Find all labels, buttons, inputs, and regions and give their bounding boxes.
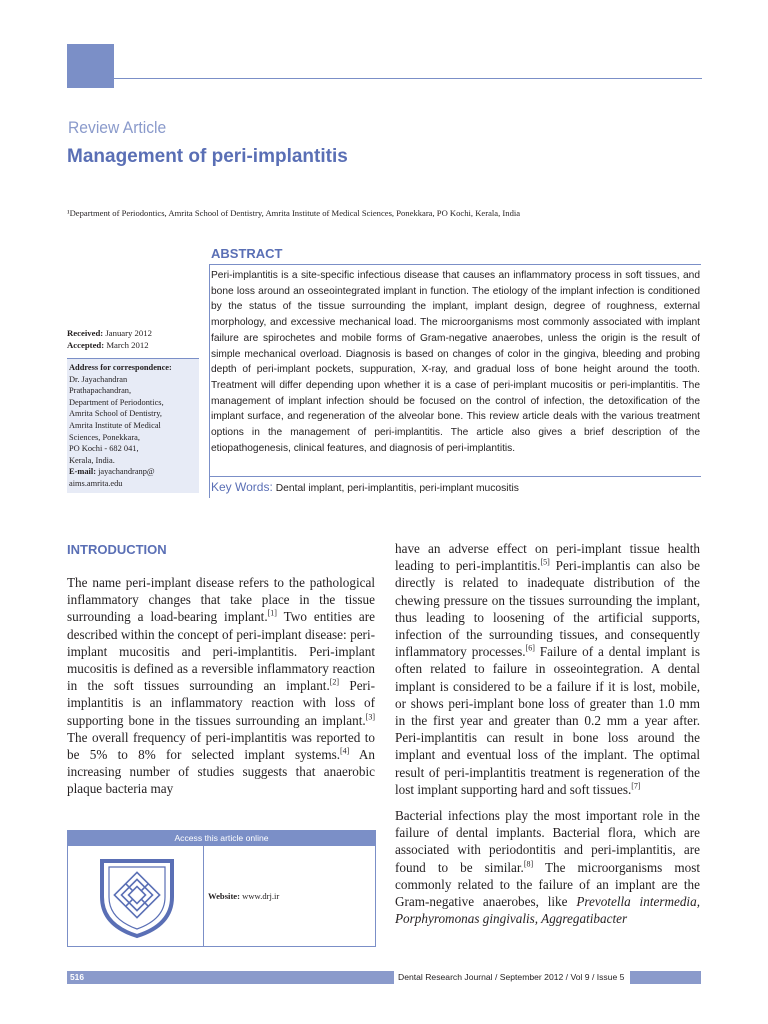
accepted-date: March 2012 xyxy=(106,340,149,350)
citation-ref[interactable]: [1] xyxy=(267,609,277,619)
keywords-label: Key Words: xyxy=(211,480,273,494)
email-label: E-mail: xyxy=(69,467,96,477)
correspondence-line: PO Kochi - 682 041, xyxy=(69,444,139,454)
journal-logo-icon xyxy=(98,857,176,939)
species-name: Prevotella intermedia, Porphyromonas gingivalis, Aggregatibacter xyxy=(395,894,700,927)
keywords-line xyxy=(211,480,519,494)
header-color-block xyxy=(67,44,114,88)
abstract-vertical-rule xyxy=(209,264,210,498)
access-article-box xyxy=(67,830,376,947)
abstract-heading: ABSTRACT xyxy=(211,246,283,261)
citation-ref[interactable]: [7] xyxy=(631,781,641,791)
accepted-label: Accepted: xyxy=(67,340,105,350)
abstract-rule-top xyxy=(209,264,701,265)
access-box-divider xyxy=(203,846,204,946)
received-date: January 2012 xyxy=(105,328,152,338)
correspondence-box xyxy=(67,358,199,493)
keywords-text: Dental implant, peri-implantitis, peri-implant mucositis xyxy=(275,483,519,494)
body-paragraph: have an adverse effect on peri-implant tissue health leading to peri-implantitis.[5] Peri-implantis can also be directly is related to inadequate distribution of the chewing pressure on the tissues surrounding the implant, thus leading to loosening of the artificial supports, infection of the surrounding tissues, and consequently inflammatory processes.[6] Failure of a dental implant is often related to failure in osseointegration. A dental implant is considered to be a failure if it is lost, mobile, or shows peri-implant bone loss of greater than 1.0 mm in the first year and greater than 0.2 mm a year after. Peri-implantitis can result in bone loss around the implant and eventual loss of the implant. The optimal result of peri-implantitis treatment is regeneration of the lost implant supporting hard and soft tissues.[7] xyxy=(395,541,700,797)
intro-paragraph: The name peri-implant disease refers to the pathological inflammatory changes that take place in the tissue surrounding a load-bearing implant.[1] Two entities are described within the concept of peri-implant disease: peri-implant mucositis and peri-implantitis. Peri-implant mucositis is defined as a reversible inflammatory reaction in the soft tissues surrounding an implant.[2] Peri-implantitis is an inflammatory reaction with loss of supporting bone in the tissues surrounding an implant.[3] The overall frequency of peri-implantitis was reported to be 5% to 8% for selected implant systems.[4] An increasing number of studies suggests that anaerobic plaque bacteria may xyxy=(67,575,376,797)
body-paragraph: Bacterial infections play the most important role in the failure of dental implants. Bacterial flora, which are associated with periodontitis and peri-implantitis, are found to be similar.[8] The microorganisms most commonly related to the failure of an implant are the Gram-negative anaerobes, like Prevotella intermedia, Porphyromonas gingivalis, Aggregatibacter xyxy=(395,808,700,927)
body-column-left xyxy=(67,574,375,807)
website-line xyxy=(208,891,279,901)
citation-ref[interactable]: [8] xyxy=(523,859,534,869)
body-column-right xyxy=(395,540,700,936)
access-box-heading: Access this article online xyxy=(68,831,375,846)
received-label: Received: xyxy=(67,328,104,338)
citation-ref[interactable]: [4] xyxy=(340,746,350,756)
citation-ref[interactable]: [3] xyxy=(365,712,375,722)
citation-ref[interactable]: [2] xyxy=(329,677,340,687)
abstract-rule-bottom xyxy=(209,476,701,477)
correspondence-line: Department of Periodontics, xyxy=(69,397,164,407)
website-link[interactable]: www.drj.ir xyxy=(242,891,280,901)
correspondence-line: Kerala, India. xyxy=(69,455,115,465)
correspondence-line: Sciences, Ponekkara, xyxy=(69,432,140,442)
section-label: Review Article xyxy=(68,118,167,137)
correspondence-line: Prathapachandran, xyxy=(69,386,132,396)
abstract-body: Peri-implantitis is a site-specific infectious disease that causes an inflammatory process in soft tissues, and bone loss around an osseointegrated implant in function. The etiology of the implant infection is conditioned by the status of the tissue surrounding the implant, implant design, degree of roughness, external morphology, and excessive mechanical load. The microorganisms most commonly associated with implant failure are spirochetes and mobile forms of Gram-negative anaerobes, unless the origin is the result of simple mechanical overload. Diagnosis is based on changes of color in the gingiva, bleeding and probing depth of peri-implant pockets, suppuration, X-ray, and gradual loss of bone height around the tooth. Treatment will differ depending upon whether it is a case of peri-implant mucositis or peri-implantitis. The management of implant infection should be focused on the control of infection, the detoxification of the implant surface, and regeneration of the alveolar bone. This review article deals with the various treatment options in the management of peri-implantitis. The article also gives a brief description of the etiopathogenesis, clinical features, and diagnosis of peri-implantitis. xyxy=(211,270,700,454)
article-title: Management of peri-implantitis xyxy=(67,146,348,167)
affiliation: ¹Department of Periodontics, Amrita School of Dentistry, Amrita Institute of Medical Sciences, Ponekkara, PO Kochi, Kerala, India xyxy=(67,208,521,218)
page-number: 516 xyxy=(70,972,84,982)
citation-ref[interactable]: [5] xyxy=(540,557,550,567)
website-label: Website: xyxy=(208,891,240,901)
correspondence-line: Amrita Institute of Medical xyxy=(69,420,161,430)
introduction-heading: INTRODUCTION xyxy=(67,542,167,557)
email-address-cont[interactable]: aims.amrita.edu xyxy=(69,478,123,488)
correspondence-line: Dr. Jayachandran xyxy=(69,374,128,384)
article-dates xyxy=(67,327,152,351)
correspondence-heading: Address for correspondence: xyxy=(69,363,172,372)
citation-ref[interactable]: [6] xyxy=(525,643,535,653)
email-address[interactable]: jayachandranp@ xyxy=(98,467,155,477)
correspondence-line: Amrita School of Dentistry, xyxy=(69,409,162,419)
header-rule xyxy=(114,78,702,79)
journal-citation: Dental Research Journal / September 2012 / Vol 9 / Issue 5 xyxy=(394,971,630,984)
